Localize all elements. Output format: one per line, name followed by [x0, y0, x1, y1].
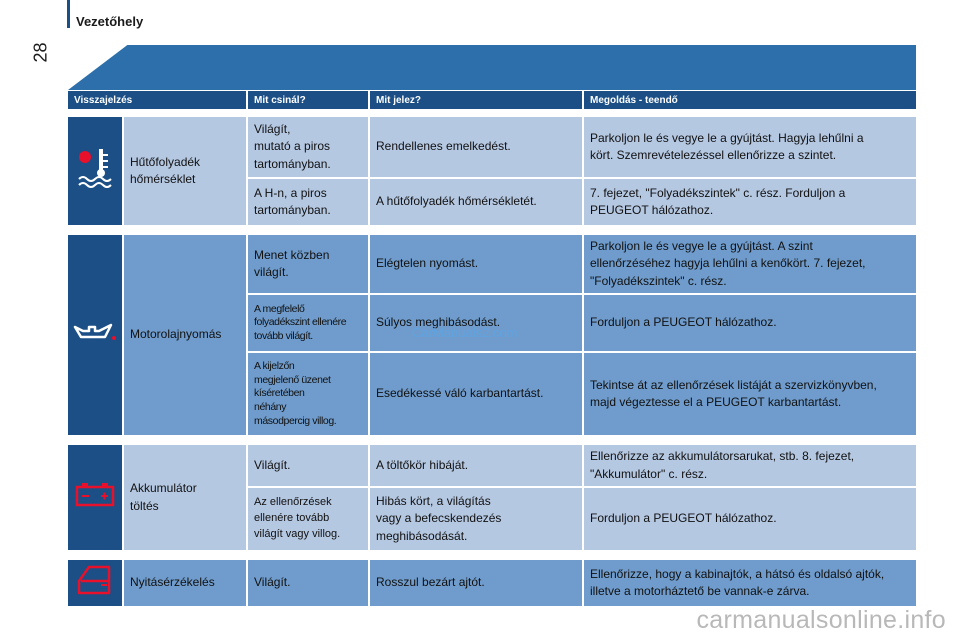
solution-cell: Parkoljon le és vegye le a gyújtást. A szint ellenőrzéséhez hagyja lehűlni a kenőkört. 7. fejezet, "Folyadékszintek" c. rész.: [584, 235, 916, 295]
meaning-cell: A töltőkör hibáját.: [370, 445, 584, 488]
table-row: [68, 560, 916, 608]
coolant-temperature-icon: [68, 117, 124, 227]
table-row: [68, 235, 916, 295]
indicator-name: Hűtőfolyadék hőmérséklet: [124, 117, 248, 227]
action-cell: A H-n, a piros tartományban.: [248, 179, 370, 227]
solution-cell: 7. fejezet, "Folyadékszintek" c. rész. Forduljon a PEUGEOT hálózathoz.: [584, 179, 916, 227]
column-header-indicator: Visszajelzés: [68, 91, 248, 109]
meaning-cell: Elégtelen nyomást.: [370, 235, 584, 295]
column-header-solution: Megoldás - teendő: [584, 91, 916, 109]
indicator-name: Nyitásérzékelés: [124, 560, 248, 608]
solution-cell: Tekintse át az ellenőrzések listáját a szervizkönyvben, majd végeztesse el a PEUGEOT karbantartást.: [584, 353, 916, 437]
meaning-cell: Esedékessé váló karbantartást.: [370, 353, 584, 437]
door-open-icon: [68, 560, 124, 608]
action-cell: A megfelelő folyadékszint ellenére tovább világít.: [248, 295, 370, 353]
oil-pressure-icon: [68, 235, 124, 437]
solution-cell: Ellenőrizze az akkumulátorsarukat, stb. 8. fejezet, "Akkumulátor" c. rész.: [584, 445, 916, 488]
meaning-cell: Súlyos meghibásodást.: [370, 295, 584, 353]
solution-cell: Ellenőrizze, hogy a kabinajtók, a hátsó és oldalsó ajtók, illetve a motorháztető be vannak-e zárva.: [584, 560, 916, 608]
solution-cell: Forduljon a PEUGEOT hálózathoz.: [584, 488, 916, 552]
column-header-action: Mit csinál?: [248, 91, 370, 109]
battery-charge-icon: [68, 445, 124, 552]
action-cell: Világít.: [248, 560, 370, 608]
section-bar: [67, 0, 70, 28]
meaning-cell: A hűtőfolyadék hőmérsékletét.: [370, 179, 584, 227]
action-cell: Világít, mutató a piros tartományban.: [248, 117, 370, 179]
action-cell: A kijelzőn megjelenő üzenet kíséretében néhány másodpercig villog.: [248, 353, 370, 437]
meaning-cell: Hibás kört, a világítás vagy a befecskendezés meghibásodását.: [370, 488, 584, 552]
indicator-name: Akkumulátor töltés: [124, 445, 248, 552]
meaning-cell: Rendellenes emelkedést.: [370, 117, 584, 179]
table-row: [68, 445, 916, 488]
column-header-meaning: Mit jelez?: [370, 91, 584, 109]
footer-site-logo: carmanualsonline.info: [696, 606, 946, 634]
indicator-name: Motorolajnyomás: [124, 235, 248, 437]
action-cell: Az ellenőrzések ellenére tovább világít vagy villog.: [248, 488, 370, 552]
solution-cell: Parkoljon le és vegye le a gyújtást. Hagyja lehűlni a kört. Szemrevételezéssel ellenőrizze a szintet.: [584, 117, 916, 179]
warning-lights-table: [68, 91, 916, 608]
action-cell: Világít.: [248, 445, 370, 488]
section-title: Vezetőhely: [76, 14, 144, 29]
page-number: 28: [30, 42, 51, 63]
table-header-row: [68, 91, 916, 109]
title-banner: [68, 45, 916, 90]
action-cell: Menet közben világít.: [248, 235, 370, 295]
meaning-cell: Rosszul bezárt ajtót.: [370, 560, 584, 608]
watermark: CarManuals2.com: [412, 325, 518, 340]
solution-cell: Forduljon a PEUGEOT hálózathoz.: [584, 295, 916, 353]
table-row: [68, 117, 916, 179]
